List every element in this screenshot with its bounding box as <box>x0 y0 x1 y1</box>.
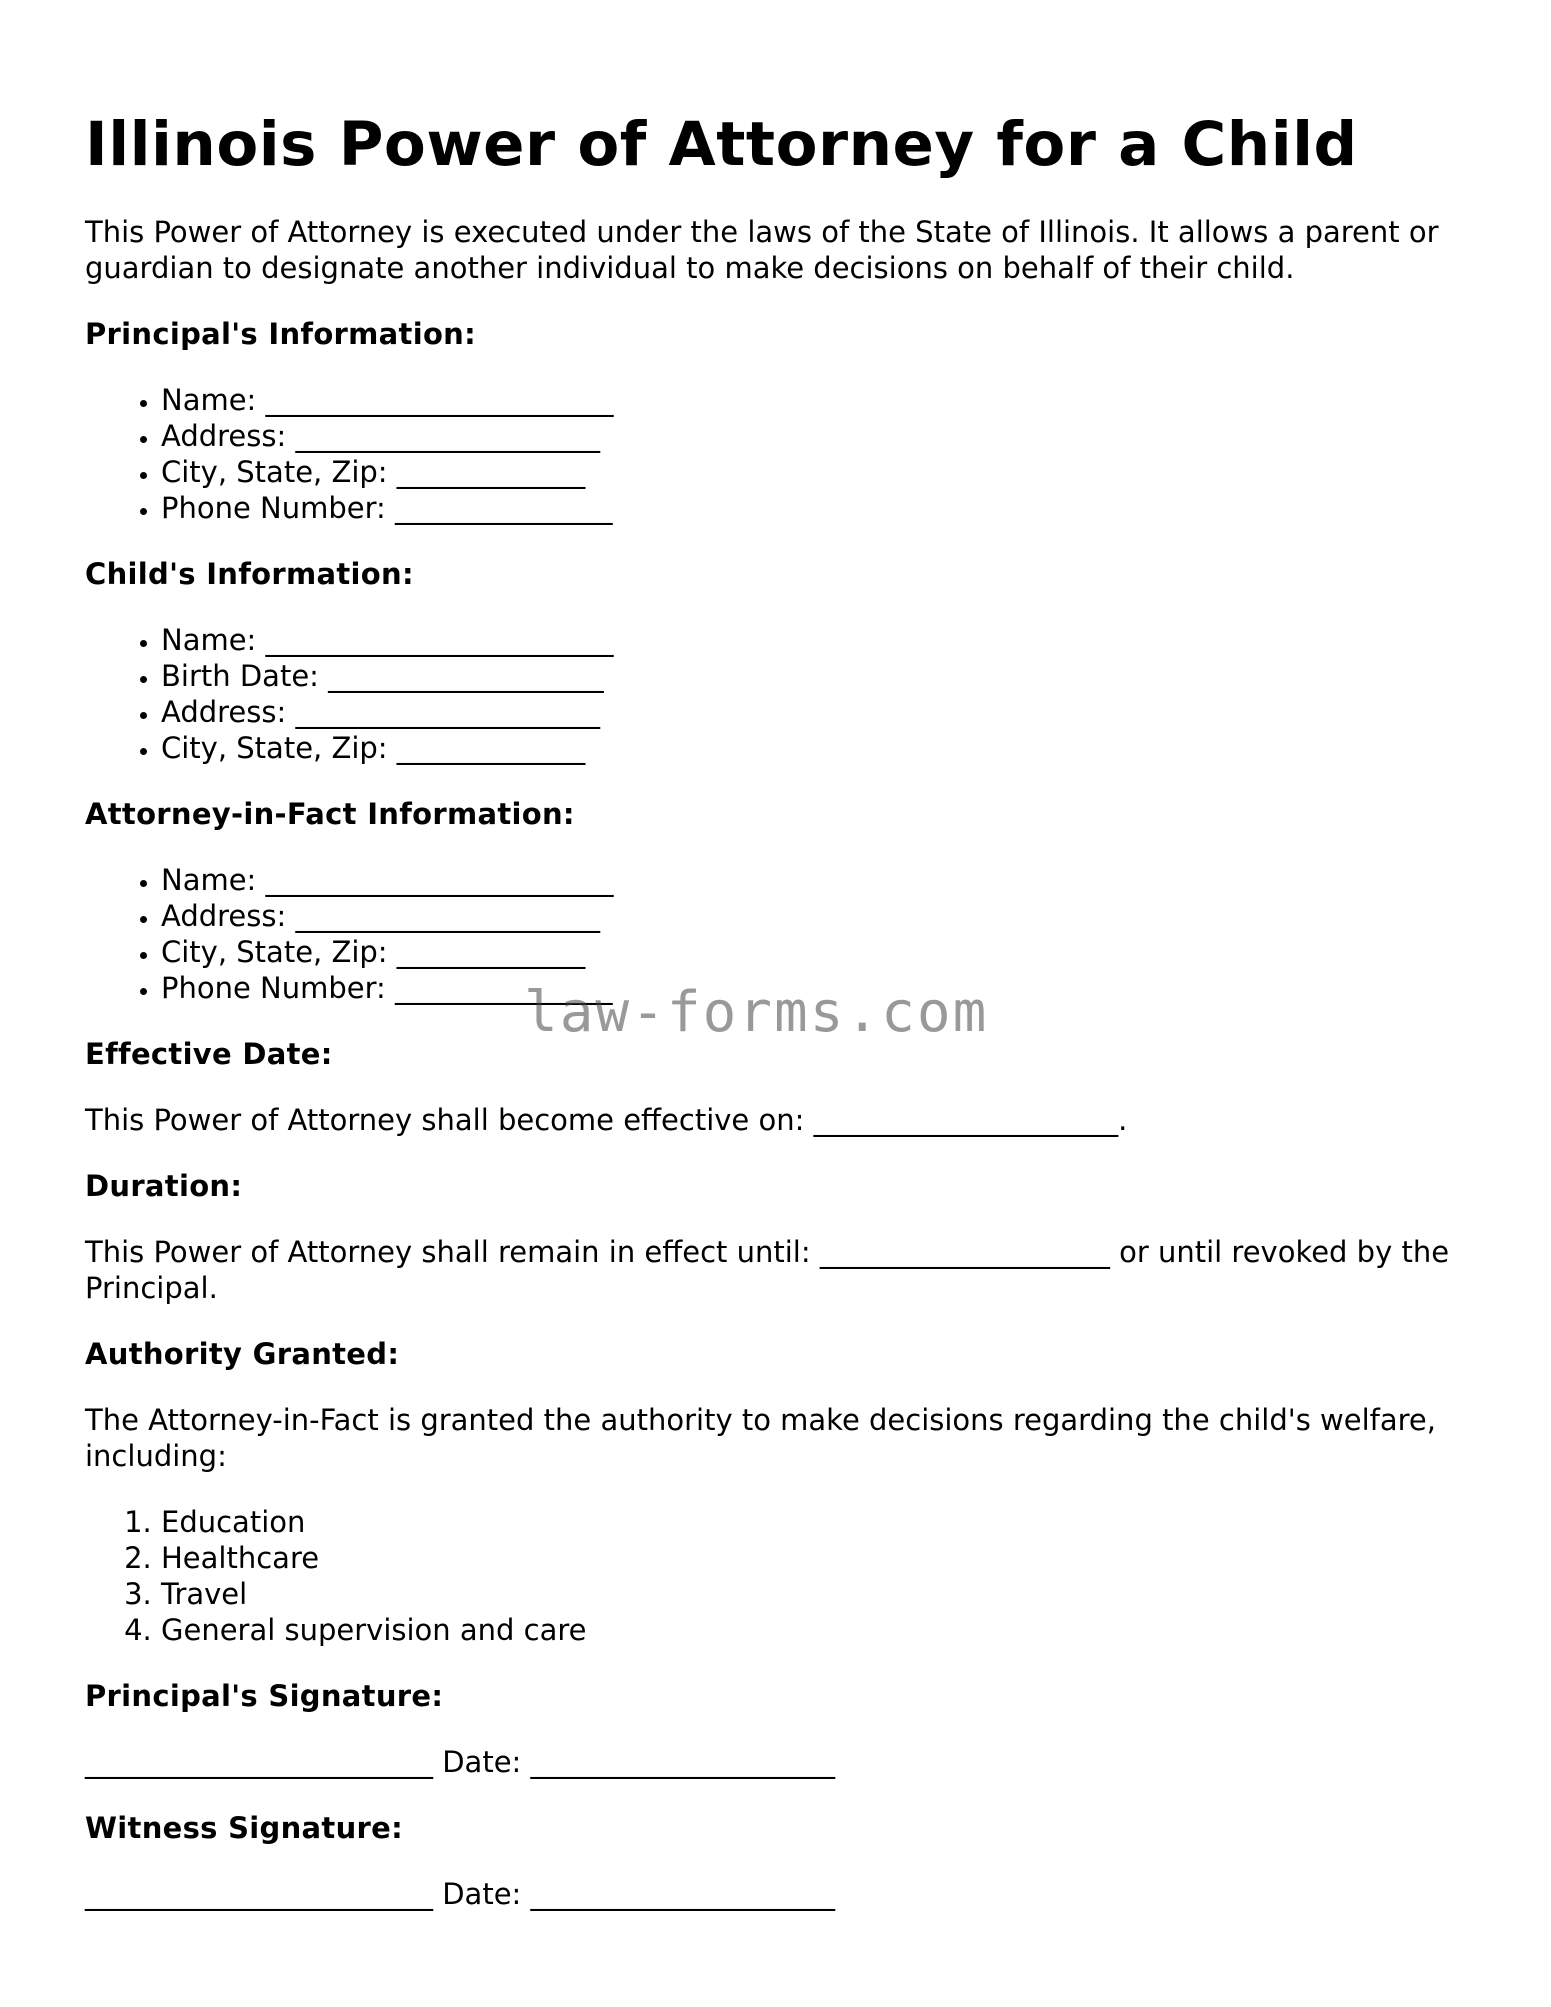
child-city-state-zip-field: • City, State, Zip: _____________ <box>161 730 1465 766</box>
attorney-phone-field: • Phone Number: _______________ <box>161 970 1465 1006</box>
child-address-field: • Address: _____________________ <box>161 694 1465 730</box>
authority-heading: Authority Granted: <box>85 1337 400 1371</box>
authority-list <box>85 1504 1465 1648</box>
attorney-name-field: • Name: ________________________ <box>161 862 1465 898</box>
authority-item: 4. General supervision and care <box>161 1612 1465 1648</box>
duration-heading: Duration: <box>85 1169 243 1203</box>
principal-info-heading: Principal's Information: <box>85 317 477 351</box>
child-info-heading: Child's Information: <box>85 557 414 591</box>
attorney-info-heading: Attorney-in-Fact Information: <box>85 797 575 831</box>
authority-item: 3. Travel <box>161 1576 1465 1612</box>
witness-signature-heading: Witness Signature: <box>85 1811 403 1845</box>
principal-info-list <box>85 382 1465 526</box>
principal-signature-heading: Principal's Signature: <box>85 1679 444 1713</box>
effective-date-heading: Effective Date: <box>85 1037 333 1071</box>
duration-text: This Power of Attorney shall remain in effect until: ____________________ or until revoked by the Principal. <box>85 1235 1450 1305</box>
witness-signature-line: ________________________ Date: _____________________ <box>85 1877 836 1911</box>
attorney-address-field: • Address: _____________________ <box>161 898 1465 934</box>
document-title: Illinois Power of Attorney for a Child <box>85 109 1358 180</box>
child-info-list <box>85 622 1465 766</box>
principal-address-field: • Address: _____________________ <box>161 418 1465 454</box>
authority-text: The Attorney-in-Fact is granted the authority to make decisions regarding the child's welfare, including: <box>85 1403 1436 1473</box>
effective-date-text: This Power of Attorney shall become effective on: _____________________. <box>85 1103 1128 1137</box>
principal-phone-field: • Phone Number: _______________ <box>161 490 1465 526</box>
principal-signature-line: ________________________ Date: _____________________ <box>85 1745 836 1779</box>
principal-city-state-zip-field: • City, State, Zip: _____________ <box>161 454 1465 490</box>
attorney-city-state-zip-field: • City, State, Zip: _____________ <box>161 934 1465 970</box>
child-birth-date-field: • Birth Date: ___________________ <box>161 658 1465 694</box>
child-name-field: • Name: ________________________ <box>161 622 1465 658</box>
attorney-info-list <box>85 862 1465 1006</box>
document-page <box>85 100 1465 1942</box>
intro-paragraph: This Power of Attorney is executed under the laws of the State of Illinois. It allows a parent or guardian to designate another individual to make decisions on behalf of their child. <box>85 215 1439 285</box>
watermark: law-forms.com <box>524 980 989 1045</box>
principal-name-field: • Name: ________________________ <box>161 382 1465 418</box>
authority-item: 1. Education <box>161 1504 1465 1540</box>
authority-item: 2. Healthcare <box>161 1540 1465 1576</box>
